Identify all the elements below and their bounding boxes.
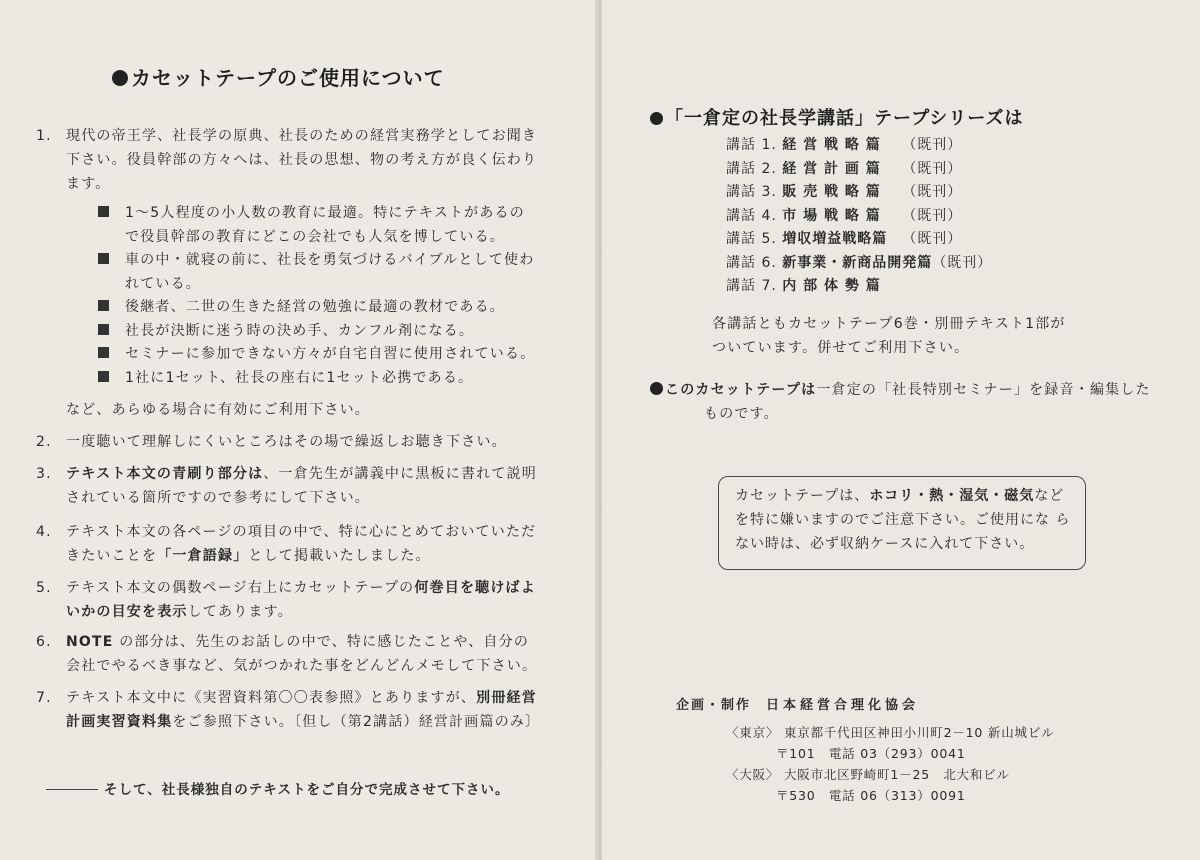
lecture-item: 講話 7. 内 部 体 勢 篇 <box>726 278 881 294</box>
list-item: 1社に1セット、社長の座右に1セット必携である。 <box>98 367 535 391</box>
usage-item-5: 5. テキスト本文の偶数ページ右上にカセットテープの何巻目を聴けばよ いかの目安を表示してあります。 <box>36 580 536 620</box>
left-page-title: カセットテープのご使用について <box>112 62 445 91</box>
square-bullet-icon <box>98 253 109 264</box>
usage-item-2: 2. 一度聴いて理解しにくいところはその場で繰返しお聴き下さい。 <box>36 434 507 450</box>
recording-note: このカセットテープは一倉定の「社長特別セミナー」を録音・編集した ものです。 <box>650 378 1151 426</box>
list-item: れている。 <box>125 275 201 292</box>
list-item: 車の中・就寝の前に、社長を勇気づけるバイブルとして使わ <box>98 249 535 273</box>
usage-item-7: 7. テキスト本文中に《実習資料第〇〇表参照》とありますが、別冊経営 計画実習資料集をご参照下さい。〔但し（第2講話）経営計画篇のみ〕 <box>36 690 541 730</box>
usage-item-6: 6. NOTE の部分は、先生のお話しの中で、特に感じたことや、自分の 会社でやるべき事など、気がつかれた事をどんどんメモして下さい。 <box>36 634 538 674</box>
item-text: 現代の帝王学、社長学の原典、社長のための経営実務学としてお聞き <box>66 128 538 144</box>
credits-header: 企画・制作 日本経営合理化協会 <box>676 698 920 713</box>
lecture-item: 講話 1. 経 営 戦 略 篇 （既刊） <box>726 137 963 153</box>
item-number: 1. <box>36 128 52 144</box>
series-title: 「一倉定の社長学講話」テープシリーズは <box>650 104 1023 130</box>
closing-line: そして、社長様独自のテキストをご自分で完成させて下さい。 <box>46 778 509 798</box>
square-bullet-icon <box>98 371 109 382</box>
bullet-icon <box>112 70 128 86</box>
lecture-item: 講話 2. 経 営 計 画 篇 （既刊） <box>726 160 963 177</box>
bullet-icon <box>650 382 663 395</box>
square-bullet-icon <box>98 347 109 358</box>
list-item: で役員幹部の教育にどこの会社でも人気を博している。 <box>125 228 505 245</box>
usage-item-1-closing: など、あらゆる場合に有効にご利用下さい。 <box>66 402 370 418</box>
usage-item-1 <box>36 124 537 196</box>
list-item: 後継者、二世の生きた経営の勉強に最適の教材である。 <box>98 296 535 320</box>
square-bullet-icon <box>98 300 109 311</box>
usage-sub-list <box>98 202 535 390</box>
usage-item-4: 4. テキスト本文の各ページの項目の中で、特に心にとめておいていただ きたいことを「一倉語録」として掲載いたしました。 <box>36 524 537 564</box>
left-page <box>0 0 598 860</box>
square-bullet-icon <box>98 324 109 335</box>
lecture-item: 講話 4. 市 場 戦 略 篇 （既刊） <box>726 207 963 224</box>
list-item: 社長が決断に迷う時の決め手、カンフル剤になる。 <box>98 320 535 344</box>
lecture-item: 講話 6. 新事業・新商品開発篇（既刊） <box>726 254 993 271</box>
lecture-item: 講話 5. 増収増益戦略篇 （既刊） <box>726 231 963 247</box>
bullet-icon <box>650 112 663 125</box>
lecture-list <box>726 134 992 299</box>
usage-item-3: 3. テキスト本文の青刷り部分は、一倉先生が講義中に黒板に書れて説明 されている箇所ですので参考にして下さい。 <box>36 466 537 506</box>
credits-addresses: 〈東京〉 東京都千代田区神田小川町2－10 新山城ビル 〒101 電話 03（293）0041 〈大阪〉 大阪市北区野崎町1－25 北大和ビル 〒530 電話 06（313）0091 <box>726 725 1055 803</box>
lecture-note: 各講話ともカセットテープ6巻・別冊テキスト1部が ついています。併せてご利用下さい。 <box>712 316 1066 356</box>
right-page <box>602 0 1200 860</box>
lecture-item: 講話 3. 販 売 戦 略 篇 （既刊） <box>726 184 963 200</box>
caution-box: カセットテープは、ホコリ・熱・湿気・磁気など を特に嫌いますのでご注意下さい。ご使用にな ら ない時は、必ず収納ケースに入れて下さい。 <box>718 476 1086 570</box>
list-item: 1～5人程度の小人数の教育に最適。特にテキストがあるの <box>98 202 535 226</box>
square-bullet-icon <box>98 206 109 217</box>
dash-divider <box>46 789 98 790</box>
list-item: セミナーに参加できない方々が自宅自習に使用されている。 <box>98 343 535 367</box>
item-text: 下さい。役員幹部の方々へは、社長の思想、物の考え方が良く伝わり <box>66 152 538 168</box>
item-text: ます。 <box>66 176 111 192</box>
